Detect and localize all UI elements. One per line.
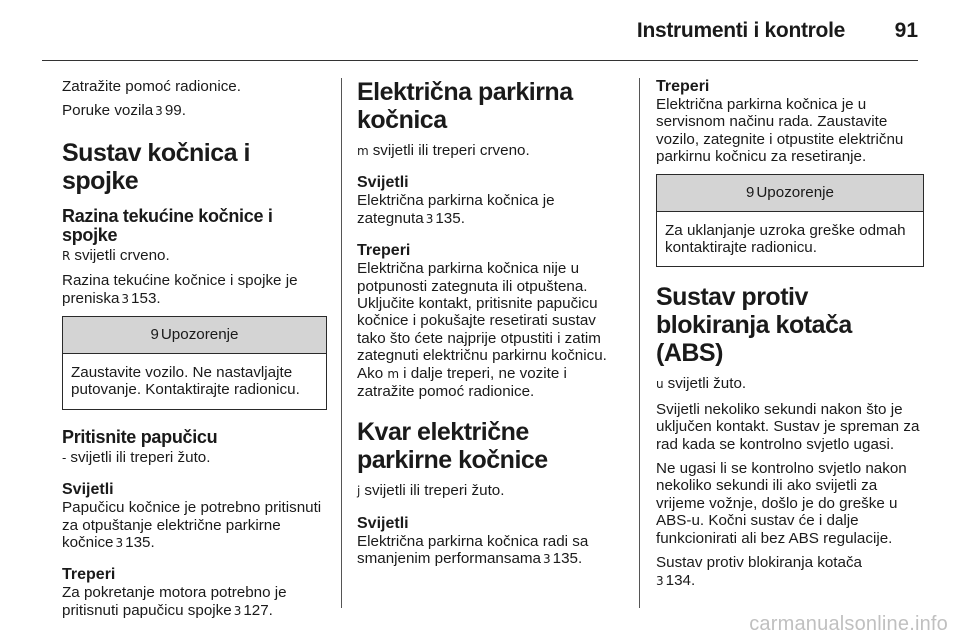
column-divider-2 [639,78,640,608]
page-reference[interactable]: 134. [665,571,696,589]
subsection-heading: Razina tekućine kočnice i spojke [62,205,273,245]
warning-box [656,174,924,268]
paragraph: Električna parkirna kočnica radi sa smanjenim performansama 3 135. [357,532,589,568]
column-1 [62,78,327,627]
column-2 [357,78,625,576]
paragraph: - svijetli ili treperi žuto. [62,448,211,466]
minor-heading: Svijetli [62,481,114,499]
paragraph: Za pokretanje motora potrebno je pritisnuti papučicu spojke 3 127. [62,584,287,619]
minor-heading: Svijetli [357,514,409,532]
paragraph: Svijetli nekoliko sekundi nakon što je uključen kontakt. Sustav je spreman za rad kada se kontrolno svjetlo ugasi. [656,400,920,453]
page-number: 91 [894,19,918,42]
paragraph: j svijetli ili treperi žuto. [357,482,505,500]
minor-heading: Treperi [656,78,710,95]
warning-text: Za uklanjanje uzroka greške odmah kontaktirajte radionicu. [665,221,906,257]
section-heading: Sustav protiv blokiranja kotača (ABS) [656,283,852,368]
page-reference[interactable]: 99. [164,102,186,120]
paragraph: Električna parkirna kočnica je zategnuta 3 135. [357,192,555,227]
header-divider [42,60,918,61]
watermark: carmanualsonline.info [749,613,948,635]
page-reference[interactable]: 153. [131,289,161,307]
paragraph: Zatražite pomoć radionice. [62,78,241,95]
paragraph: Električna parkirna kočnica nije u potpunosti zategnuta ili otpuštena. Uključite kontakt, pritisnite papučicu kočnice i pokušajte resetirati sustav tako što ćete najprije otpustiti i zatim zategnuti električnu parkirnu kočnicu. Ako m i dalje treperi, ne vozite i zatražite pomoć radionice. [357,260,607,401]
warning-header: 9 Upozorenje [63,317,326,354]
parking-brake-icon: m [357,144,369,158]
subsection-heading: Pritisnite papučicu [62,426,218,447]
paragraph: Poruke vozila 3 99. [62,102,186,120]
press-pedal-icon: - [62,450,67,465]
warning-triangle-icon: 9 [745,183,755,201]
warning-box [62,316,327,410]
page-reference[interactable]: 135. [125,534,155,552]
parking-brake-fault-icon: j [357,484,361,499]
warning-triangle-icon: 9 [150,326,159,344]
brake-fluid-warning-icon: R [62,248,71,263]
abs-warning-icon: u [656,377,664,392]
page-reference[interactable]: 135. [435,209,465,227]
page-title: Instrumenti i kontrole [636,19,845,42]
column-3 [656,78,924,597]
minor-heading: Treperi [357,242,411,260]
section-heading: Električna parkirna kočnica [357,78,573,134]
paragraph: Električna parkirna kočnica je u servisnom načinu rada. Zaustavite vozilo, zategnite i otpustite električnu parkirnu kočnicu za resetiranje. [656,96,904,166]
reference-arrow-icon: 3 [656,573,664,588]
paragraph: Papučicu kočnice je potrebno pritisnuti za otpuštanje električne parkirne kočnice 3 135. [62,499,322,552]
paragraph: Razina tekućine kočnice i spojke je preniska 3 153. [62,272,298,307]
page-reference[interactable]: 127. [243,601,273,619]
reference-arrow-icon: 3 [543,552,551,567]
paragraph: m svijetli ili treperi crveno. [357,142,530,159]
paragraph: Sustav protiv blokiranja kotača 3 134. [656,554,862,589]
reference-arrow-icon: 3 [425,211,434,226]
reference-arrow-icon: 3 [233,603,242,618]
column-divider-1 [341,78,342,608]
reference-arrow-icon: 3 [115,536,124,551]
paragraph: Ne ugasi li se kontrolno svjetlo nakon nekoliko sekundi ili ako svijetli za vrijeme vožnje, došlo je do greške u ABS-u. Kočni sustav će i dalje funkcionirati ali bez ABS regulacije. [656,460,907,547]
reference-arrow-icon: 3 [121,291,130,306]
reference-arrow-icon: 3 [155,104,163,119]
page-header [0,0,960,58]
warning-text: Zaustavite vozilo. Ne nastavljajte putovanje. Kontaktirajte radionicu. [71,364,300,399]
section-heading: Kvar električne parkirne kočnice [357,418,548,475]
paragraph: u svijetli žuto. [656,375,747,393]
paragraph: R svijetli crveno. [62,246,170,264]
page-reference[interactable]: 135. [552,550,583,568]
section-heading: Sustav kočnica i spojke [62,138,250,195]
warning-header: 9 Upozorenje [657,175,923,212]
parking-brake-icon: m [387,366,400,381]
minor-heading: Treperi [62,566,116,584]
minor-heading: Svijetli [357,174,409,192]
